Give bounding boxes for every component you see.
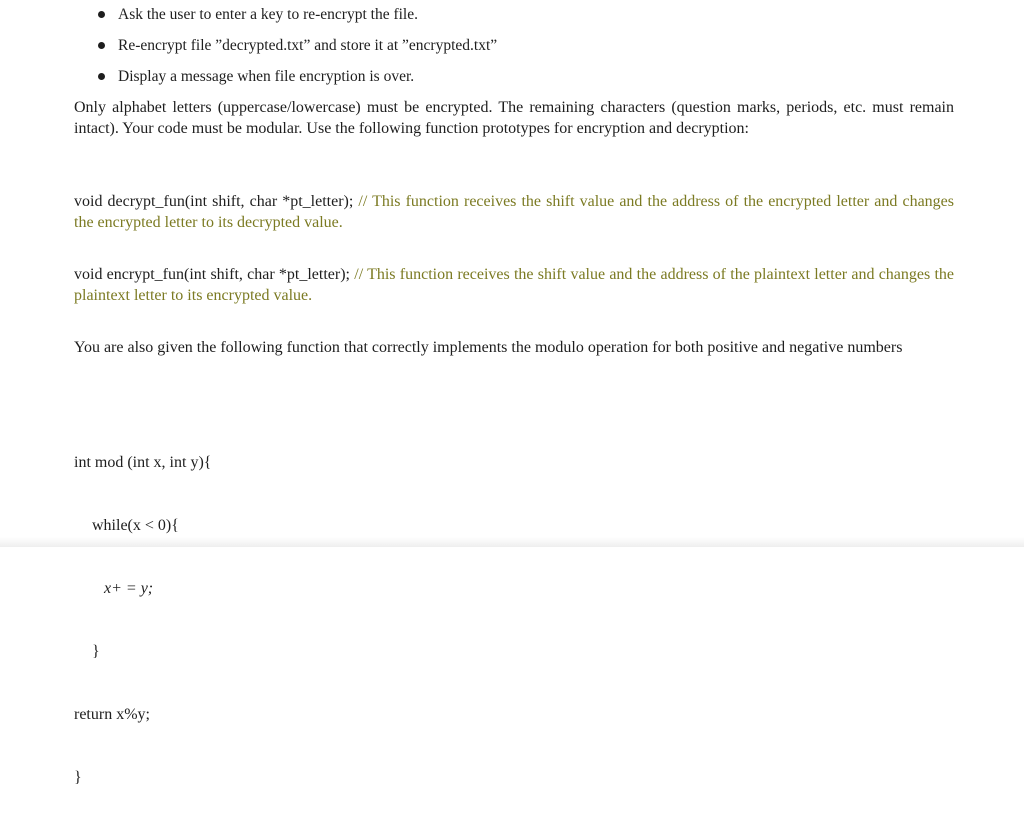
- bullet-list: [98, 4, 978, 97]
- bullet-dot-icon: [98, 73, 105, 80]
- bullet-text: Display a message when file encryption is over.: [118, 68, 415, 85]
- bullet-item: [98, 35, 978, 66]
- mod-code-block: [74, 410, 211, 830]
- bullet-text: Ask the user to enter a key to re-encrypt the file.: [118, 6, 418, 23]
- mod-intro-paragraph: You are also given the following function that correctly implements the modulo operation for both positive and negative numbers: [74, 339, 903, 356]
- code-line: x+ = y;: [104, 580, 154, 597]
- encrypt-prototype: [74, 264, 954, 306]
- code-line: while(x < 0){: [92, 517, 179, 534]
- bullet-item: [98, 4, 978, 35]
- encrypt-signature: void encrypt_fun(int shift, char *pt_letter);: [74, 266, 350, 283]
- bullet-dot-icon: [98, 42, 105, 49]
- code-line: int mod (int x, int y){: [74, 454, 212, 471]
- bullet-item: [98, 66, 978, 97]
- decrypt-prototype: [74, 191, 954, 233]
- code-line: return x%y;: [74, 706, 150, 723]
- decrypt-comment: // This function receives the shift value and the address of the encrypted letter and changes the encrypted letter to its decrypted value.: [74, 193, 955, 231]
- intro-paragraph: Only alphabet letters (uppercase/lowercase) must be encrypted. The remaining characters (question marks, periods, etc. must remain intact). Your code must be modular. Use the following function prototypes for encryption and decryption:: [74, 99, 954, 137]
- code-line: }: [74, 769, 82, 786]
- bullet-text: Re-encrypt file ”decrypted.txt” and store it at ”encrypted.txt”: [118, 37, 498, 54]
- code-line: }: [92, 643, 100, 660]
- bottom-edge-shadow: [0, 537, 1024, 547]
- decrypt-signature: void decrypt_fun(int shift, char *pt_letter);: [74, 193, 354, 210]
- encrypt-comment: // This function receives the shift value and the address of the plaintext letter and changes the plaintext letter to its encrypted value.: [74, 266, 955, 304]
- bullet-dot-icon: [98, 11, 105, 18]
